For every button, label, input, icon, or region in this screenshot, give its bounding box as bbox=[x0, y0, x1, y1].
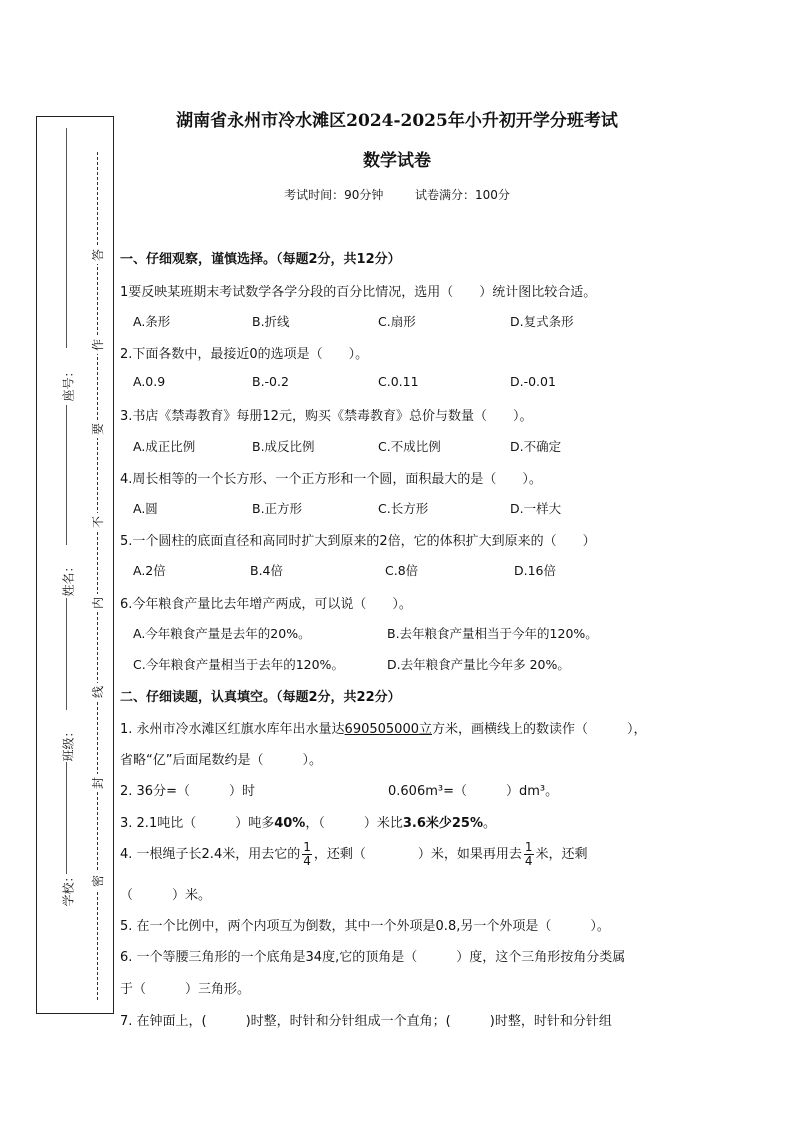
underlined-number: 690505000立 bbox=[344, 722, 432, 737]
seal-char: 答 bbox=[88, 246, 106, 264]
fraction-one-quarter: $\frac{1}{4}$ bbox=[524, 840, 533, 868]
fill-question-5: 5. 在一个比例中，两个内项互为倒数，其中一个外项是0.8,另一个外项是（ ）。 bbox=[120, 919, 610, 934]
exam-meta bbox=[0, 186, 794, 203]
option[interactable]: D.-0.01 bbox=[510, 374, 556, 389]
fill-question-2a: 2. 36分=（ ）时 bbox=[120, 784, 255, 799]
question-text: 3.书店《禁毒教育》每册12元，购买《禁毒教育》总价与数量（ ）。 bbox=[120, 409, 533, 424]
question-text: 5.一个圆柱的底面直径和高同时扩大到原来的2倍，它的体积扩大到原来的（ ） bbox=[120, 534, 596, 549]
fill-question-4: 4. 一根绳子长2.4米，用去它的 $\frac{1}{4}$ ，还剩（ ）米，如果再用去 $\frac{1}{4}$ 米，还剩 bbox=[120, 840, 588, 868]
option[interactable]: A.成正比例 bbox=[133, 439, 196, 454]
fill-question-1: 1. 永州市冷水滩区红旗水库年出水量达690505000立方米，画横线上的数读作（ ）， bbox=[120, 722, 647, 737]
option[interactable]: C.0.11 bbox=[378, 374, 419, 389]
option[interactable]: D.一样大 bbox=[510, 501, 562, 516]
seal-char: 作 bbox=[88, 336, 106, 354]
option[interactable]: C.扇形 bbox=[378, 314, 416, 329]
section2-heading: 二、仔细读题，认真填空。（每题2分，共22分） bbox=[120, 690, 401, 705]
seal-char: 密 bbox=[88, 872, 106, 890]
name-line[interactable] bbox=[66, 405, 67, 545]
fill-question-4-line2: （ ）米。 bbox=[120, 888, 212, 903]
exam-subtitle: 数学试卷 bbox=[363, 151, 431, 171]
option[interactable]: B.4倍 bbox=[250, 563, 284, 578]
option[interactable]: A.圆 bbox=[133, 501, 158, 516]
class-label: 班级： bbox=[61, 725, 76, 762]
option[interactable]: B.正方形 bbox=[252, 501, 303, 516]
option[interactable]: A.0.9 bbox=[133, 374, 166, 389]
option[interactable]: A.今年粮食产量是去年的20%。 bbox=[133, 626, 311, 641]
option[interactable]: A.2倍 bbox=[133, 563, 166, 578]
school-line[interactable] bbox=[66, 762, 67, 874]
option[interactable]: C.8倍 bbox=[385, 563, 419, 578]
name-label: 姓名： bbox=[61, 560, 76, 597]
option[interactable]: D.不确定 bbox=[510, 439, 562, 454]
option[interactable]: B.去年粮食产量相当于今年的120%。 bbox=[387, 626, 598, 641]
full-score: 试卷满分：100分 bbox=[415, 188, 510, 202]
question-text: 2.下面各数中，最接近0的选项是（ ）。 bbox=[120, 347, 369, 362]
seal-char: 内 bbox=[88, 594, 106, 612]
option[interactable]: D.16倍 bbox=[514, 563, 557, 578]
class-line[interactable] bbox=[66, 598, 67, 710]
seal-char: 不 bbox=[88, 513, 106, 531]
seal-char: 线 bbox=[88, 683, 106, 701]
fill-question-7: 7. 在钟面上，( )时整，时针和分针组成一个直角；( )时整，时针和分针组 bbox=[120, 1014, 612, 1029]
fill-question-6: 6. 一个等腰三角形的一个底角是34度,它的顶角是（ ）度，这个三角形按角分类属 bbox=[120, 950, 626, 965]
option[interactable]: B.成反比例 bbox=[252, 439, 315, 454]
option[interactable]: C.不成比例 bbox=[378, 439, 441, 454]
fill-question-2b: 0.606m³=（ ）dm³。 bbox=[388, 784, 559, 799]
question-text: 1要反映某班期末考试数学各学分段的百分比情况，选用（ ）统计图比较合适。 bbox=[120, 285, 597, 300]
seal-char: 封 bbox=[88, 774, 106, 792]
fill-question-1-line2: 省略“亿”后面尾数约是（ ）。 bbox=[120, 753, 322, 768]
fill-question-3: 3. 2.1吨比（ ）吨多40%，（ ）米比3.6米少25%。 bbox=[120, 816, 497, 831]
option[interactable]: D.复式条形 bbox=[510, 314, 574, 329]
seal-char: 要 bbox=[88, 420, 106, 438]
exam-time: 考试时间：90分钟 bbox=[284, 188, 384, 202]
option[interactable]: C.长方形 bbox=[378, 501, 429, 516]
fraction-one-quarter: $\frac{1}{4}$ bbox=[303, 840, 311, 868]
option[interactable]: B.折线 bbox=[252, 314, 290, 329]
question-text: 6.今年粮食产量比去年增产两成，可以说（ ）。 bbox=[120, 597, 412, 612]
school-label: 学校： bbox=[61, 870, 76, 907]
seat-number-label: 座号： bbox=[61, 365, 76, 402]
exam-title: 湖南省永州市冷水滩区2024-2025年小升初开学分班考试 bbox=[176, 111, 618, 131]
option[interactable]: A.条形 bbox=[133, 314, 171, 329]
option[interactable]: C.今年粮食产量相当于去年的120%。 bbox=[133, 657, 344, 672]
option[interactable]: B.-0.2 bbox=[252, 374, 289, 389]
fill-question-6-line2: 于（ ）三角形。 bbox=[120, 982, 251, 997]
option[interactable]: D.去年粮食产量比今年多 20%。 bbox=[387, 657, 570, 672]
section1-heading: 一、仔细观察，谨慎选择。（每题2分，共12分） bbox=[120, 252, 401, 267]
question-text: 4.周长相等的一个长方形、一个正方形和一个圆，面积最大的是（ ）。 bbox=[120, 472, 542, 487]
